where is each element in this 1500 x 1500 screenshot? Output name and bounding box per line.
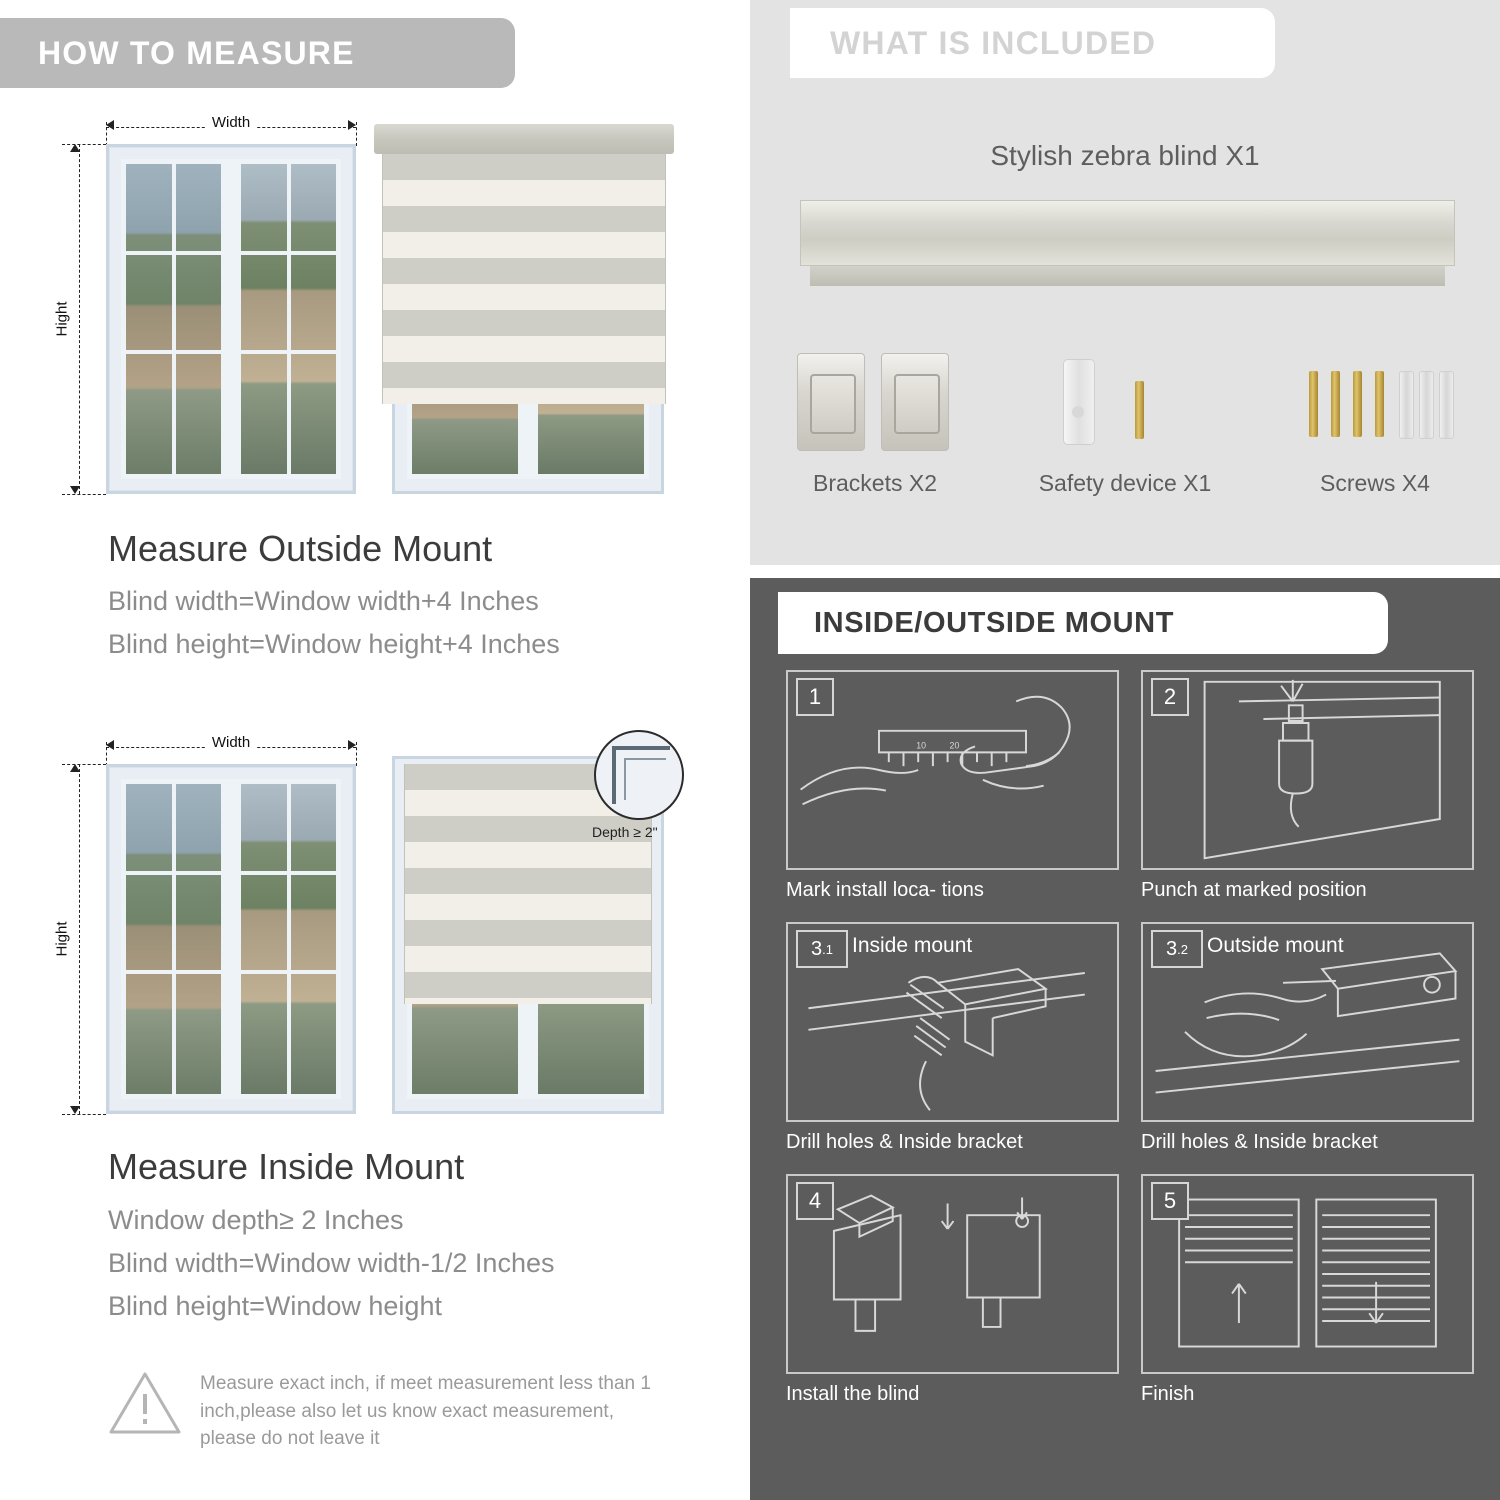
mullion-horizontal-2 [126,350,221,354]
part-label-screws: Screws X4 [1320,470,1430,496]
what-is-included-banner [790,8,1275,78]
how-to-measure-banner [0,18,515,88]
screw-icon [1135,381,1144,439]
part-label-brackets: Brackets X2 [813,470,937,496]
part-label-safety-device: Safety device X1 [1038,470,1212,496]
svg-text:20: 20 [949,740,960,751]
part-screws [1250,345,1500,497]
height-tick-top [62,764,106,765]
window-center-post [226,159,236,479]
blind-roller-base [810,266,1445,286]
step-3-2-illustration [1141,922,1474,1122]
window-pane-right [236,159,341,479]
part-safety-device [1000,345,1250,497]
warning-triangle-icon [108,1370,182,1436]
inside-mount-line-2: Blind width=Window width-1/2 Inches [108,1248,555,1278]
what-is-included-panel [750,0,1500,565]
mullion-vertical [172,784,176,1094]
step-3-1-major: 3 [811,937,823,960]
screw-icon [1309,371,1318,437]
inside-mount-line-1: Window depth≥ 2 Inches [108,1205,404,1235]
right-column [750,0,1500,1500]
window-frame-inside [106,764,356,1114]
measurement-note-text: Measure exact inch, if meet measurement less than 1 inch,please also let us know exact measurement, please do not leave it [200,1373,651,1450]
install-step-1 [786,670,1119,902]
bracket-icon [881,353,949,451]
inside-width-dimension [106,736,356,758]
step-3-1-caption: Drill holes & Inside bracket [786,1131,1023,1153]
step-4-number: 4 [796,1182,834,1220]
step-3-1-minor: .1 [822,941,833,957]
mullion-vertical [172,164,176,474]
blind-fabric [382,154,666,404]
outside-width-dimension [106,116,356,138]
screw-icon [1353,371,1362,437]
step-3-2-inline-label: Outside mount [1207,934,1344,957]
height-dim-line [79,144,80,494]
height-tick-bottom [62,1114,106,1115]
width-arrow-right-icon [348,120,356,130]
product-title: Stylish zebra blind X1 [990,140,1260,171]
inside-mount-heading: Measure Inside Mount [108,1146,465,1187]
step-2-caption: Punch at marked position [1141,879,1367,901]
window-glass-area [121,159,341,479]
zebra-blind-product-image [800,200,1455,300]
outside-height-label: Hight [54,297,71,340]
outside-mount-illustration [0,100,740,520]
step-1-caption: Mark install loca- tions [786,879,984,901]
step-3-2-major: 3 [1166,937,1178,960]
wall-anchor-icon [1419,371,1434,439]
outside-mount-heading: Measure Outside Mount [108,528,493,569]
step-5-number: 5 [1151,1182,1189,1220]
how-to-measure-column [0,0,740,1500]
how-to-measure-banner-label: HOW TO MEASURE [38,34,355,71]
outside-mount-line-1: Blind width=Window width+4 Inches [108,586,539,616]
measurement-note [108,1370,668,1453]
height-tick-top [62,144,106,145]
screw-icon [1331,371,1340,437]
screw-icon [1375,371,1384,437]
mullion-horizontal-1 [241,251,336,255]
bracket-icon [797,353,865,451]
window-glass-area [121,779,341,1099]
install-step-3-1 [786,922,1119,1154]
inside-height-dimension [53,764,90,1114]
inside-mount-illustration [0,720,740,1140]
inside-mount-line-3: Blind height=Window height [108,1291,442,1321]
screws-art [1250,345,1500,460]
width-tick-left [106,742,108,766]
step-1-illustration [786,670,1119,870]
inside-outside-mount-banner [778,592,1388,654]
window-pane-left [121,779,226,1099]
window-frame-outside [106,144,356,494]
inside-width-label: Width [206,734,256,751]
height-arrow-bottom-icon [70,1106,80,1114]
blind-headrail [374,124,674,154]
install-step-5 [1141,1174,1474,1406]
mullion-vertical [287,784,291,1094]
included-parts-row [750,345,1500,497]
width-arrow-right-icon [348,740,356,750]
install-steps-grid [786,670,1474,1406]
wall-anchor-icon [1439,371,1454,439]
blind-roller-tube [800,200,1455,266]
mullion-horizontal-1 [241,871,336,875]
width-tick-right [356,742,358,766]
inside-outside-mount-banner-label: INSIDE/OUTSIDE MOUNT [814,606,1175,639]
outside-width-label: Width [206,114,256,131]
svg-text:10: 10 [916,740,927,751]
depth-corner-inner [624,758,666,800]
depth-detail-circle [594,730,684,820]
mullion-horizontal-1 [126,871,221,875]
safety-device-art [1000,345,1250,460]
step-3-1-illustration [786,922,1119,1122]
step-2-illustration [1141,670,1474,870]
what-is-included-banner-label: WHAT IS INCLUDED [830,24,1157,61]
window-center-post [226,779,236,1099]
zebra-blind-outside [374,124,674,404]
mullion-horizontal-1 [126,251,221,255]
part-brackets [750,345,1000,497]
mullion-horizontal-2 [241,970,336,974]
width-tick-left [106,122,108,146]
height-dim-line [79,764,80,1114]
step-5-illustration [1141,1174,1474,1374]
install-step-3-2 [1141,922,1474,1154]
step-4-illustration [786,1174,1119,1374]
height-arrow-bottom-icon [70,486,80,494]
brackets-art [750,345,1000,460]
inside-height-label: Hight [54,917,71,960]
height-arrow-top-icon [70,144,80,152]
safety-device-icon [1063,359,1095,445]
height-arrow-top-icon [70,764,80,772]
mullion-horizontal-2 [126,970,221,974]
step-3-2-number [1151,930,1203,968]
outside-mount-line-2: Blind height=Window height+4 Inches [108,629,560,659]
height-tick-bottom [62,494,106,495]
depth-label: Depth ≥ 2" [592,824,658,840]
width-tick-right [356,122,358,146]
step-5-caption: Finish [1141,1383,1195,1405]
wall-anchor-icon [1399,371,1414,439]
outside-height-dimension [53,144,90,494]
step-3-2-caption: Drill holes & Inside bracket [1141,1131,1378,1153]
step-2-number: 2 [1151,678,1189,716]
window-pane-left [121,159,226,479]
window-pane-right [236,779,341,1099]
step-4-caption: Install the blind [786,1383,920,1405]
mullion-horizontal-2 [241,350,336,354]
inside-outside-mount-panel [750,578,1500,1500]
step-3-2-minor: .2 [1177,941,1188,957]
step-3-1-inline-label: Inside mount [852,934,973,957]
install-step-4 [786,1174,1119,1406]
step-3-1-number [796,930,848,968]
install-step-2 [1141,670,1474,902]
mullion-vertical [287,164,291,474]
step-1-number: 1 [796,678,834,716]
